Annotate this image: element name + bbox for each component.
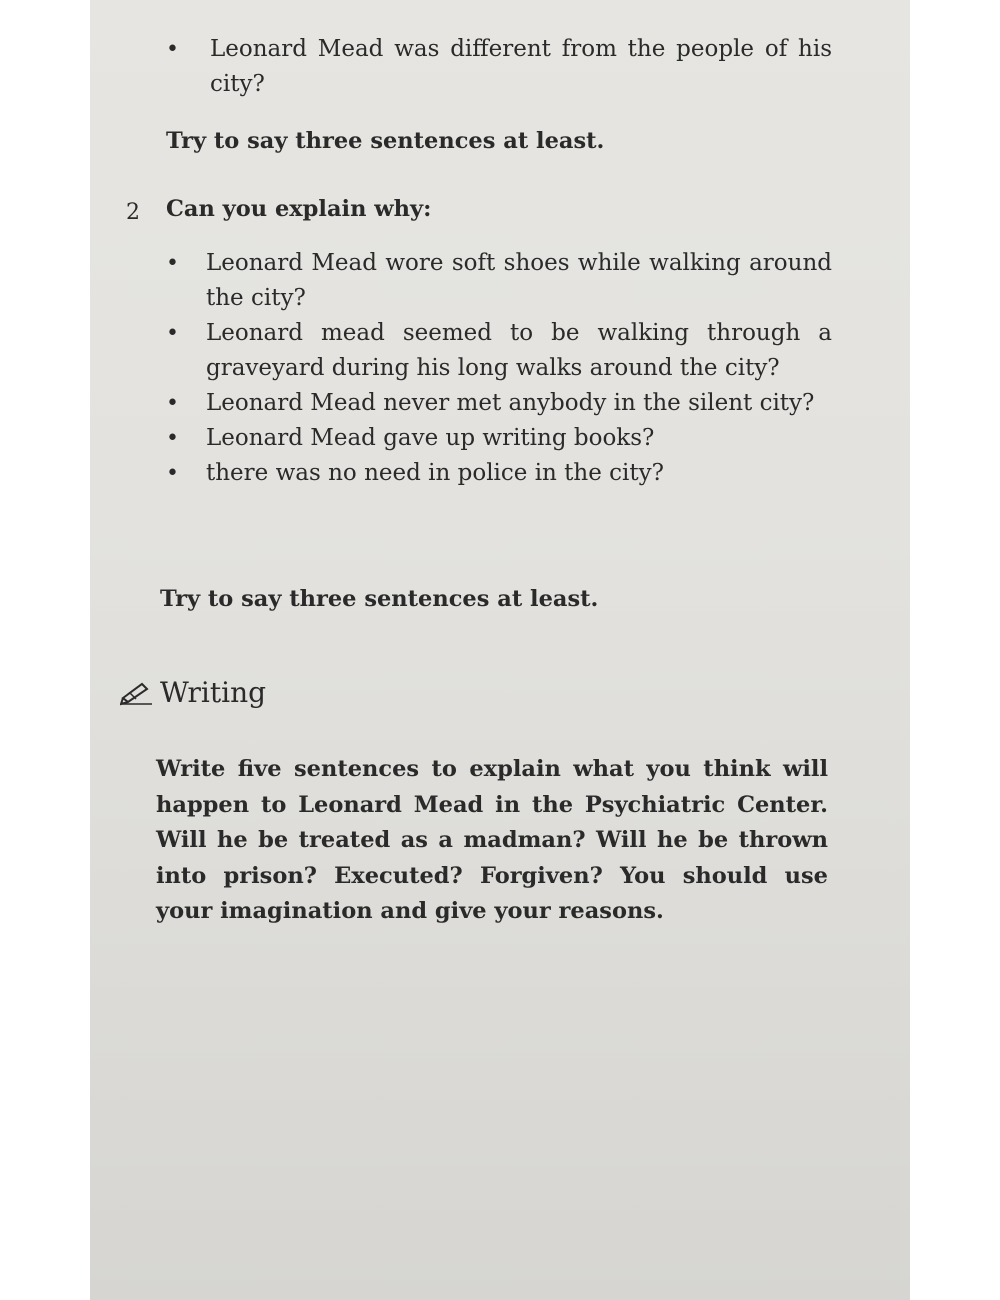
list-item xyxy=(160,246,832,316)
bullet-dot: • xyxy=(166,461,179,486)
bullet-text: Leonard Mead gave up writing books? xyxy=(206,425,655,451)
section1-bullet-list xyxy=(160,32,832,102)
writing-heading-text: Writing xyxy=(160,676,267,709)
question-prompt: Can you explain why: xyxy=(166,196,432,222)
list-item xyxy=(160,421,832,456)
list-item xyxy=(160,456,832,491)
question2-bullet-list xyxy=(160,246,832,491)
writing-instructions: Write five sentences to explain what you think will happen to Leonard Mead in the Psychiatric Center. Will he be treated as a madman? Will he be thrown into prison? Executed? Forgiven? You should use your imagination and give your reasons. xyxy=(156,756,828,924)
bullet-dot: • xyxy=(166,37,179,62)
bullet-text: Leonard Mead never met anybody in the silent city? xyxy=(206,390,815,416)
question-number: 2 xyxy=(126,200,140,225)
writing-heading xyxy=(120,676,266,709)
pen-writing-icon xyxy=(120,680,154,706)
section1-note: Try to say three sentences at least. xyxy=(166,128,605,154)
bullet-text: there was no need in police in the city? xyxy=(206,460,664,486)
bullet-dot: • xyxy=(166,321,179,346)
bullet-text: Leonard Mead wore soft shoes while walking around the city? xyxy=(206,250,832,311)
textbook-page xyxy=(90,0,910,1300)
list-item xyxy=(160,32,832,102)
question2-note: Try to say three sentences at least. xyxy=(160,586,599,612)
list-item xyxy=(160,316,832,386)
bullet-text: Leonard mead seemed to be walking through a graveyard during his long walks around the city? xyxy=(206,320,832,381)
list-item xyxy=(160,386,832,421)
bullet-dot: • xyxy=(166,391,179,416)
bullet-dot: • xyxy=(166,251,179,276)
bullet-text: Leonard Mead was different from the people of his city? xyxy=(210,36,832,97)
bullet-dot: • xyxy=(166,426,179,451)
